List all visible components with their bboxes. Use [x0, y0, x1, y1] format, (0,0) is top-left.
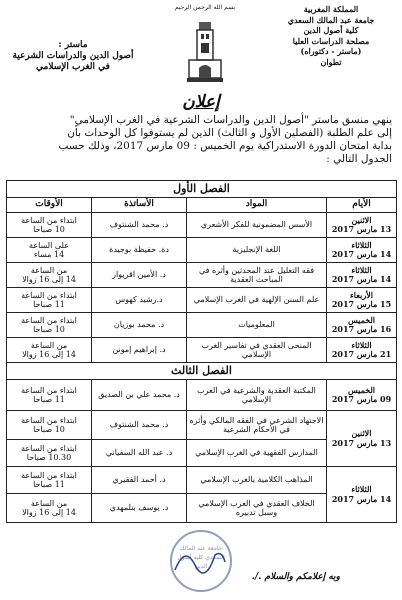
time-value: 10 صباحا: [33, 225, 65, 234]
subject-cell: المذاهب الكلامية بالغرب الإسلامي: [187, 467, 327, 494]
time-line: من الساعة: [30, 340, 68, 350]
table-header-row: [7, 198, 397, 213]
time-line: ابتداء من الساعة: [21, 470, 77, 480]
time-cell: [7, 288, 92, 313]
time-value: 14 إلى 16 زوالا: [22, 350, 76, 359]
subject-cell: المعلوميات: [187, 313, 327, 338]
day-cell: [327, 213, 397, 238]
time-cell: [7, 263, 92, 288]
subject-cell: الخلاف العقدي في الغرب الإسلامي وسبل تدبيره: [187, 494, 327, 523]
professor-cell: د. محمد الشنتوف: [92, 411, 187, 440]
subject-cell: الاجتهاد الشرعي في الفقه المالكي وأثره في الأحكام الشرعية: [187, 411, 327, 440]
professor-cell: د. الأمين اقريوار: [92, 263, 187, 288]
time-cell: [7, 238, 92, 263]
day-cell: [327, 263, 397, 288]
time-line: ابتداء من الساعة: [21, 315, 77, 325]
day-cell: [327, 338, 397, 363]
professor-cell: د.رشيد كهوس: [92, 288, 187, 313]
closing-text: وبه إعلامكم والسلام ./.: [251, 572, 340, 582]
time-line: من الساعة: [30, 498, 68, 508]
day-cell: [327, 238, 397, 263]
time-line: ابتداء من الساعة: [21, 415, 77, 425]
time-value: 14 إلى 16 زوالا: [22, 275, 76, 284]
table-row: [7, 467, 397, 494]
table-row: [7, 288, 397, 313]
header-line: مصلحة الدراسات العليا: [292, 35, 370, 46]
official-stamp: جامعة عبد المالك السعدي كلية أصول الدين: [170, 530, 232, 592]
day-cell: [327, 411, 397, 467]
intro-line: ينهي منسق ماستر "أصول الدين والدراسات الشرعية في الغرب الإسلامي": [69, 114, 392, 126]
day-date: 14 مارس 2017: [331, 274, 392, 284]
header-line: كلية أصول الدين: [303, 25, 359, 35]
time-line: من الساعة: [30, 265, 68, 275]
subject-cell: المكتبة العقدية والشرعية في الغرب الإسلامي: [187, 380, 327, 411]
time-cell: [7, 411, 92, 440]
table-row: [7, 238, 397, 263]
col-header-professors: الأساتذة: [92, 198, 187, 213]
day-date: 15 مارس 2017: [331, 299, 392, 309]
day-date: 16 مارس 2017: [331, 324, 392, 334]
day-date: 13 مارس 2017: [331, 437, 392, 448]
professor-cell: د. محمد علي بن الصديق: [92, 380, 187, 411]
professor-cell: د. عبد الله السفياني: [92, 440, 187, 467]
day-name: الثلاثاء: [351, 484, 372, 494]
header-line: أصول الدين والدراسات الشرعية: [12, 51, 134, 61]
col-header-times: الأوقات: [7, 198, 92, 213]
col-header-subjects: المواد: [187, 198, 327, 213]
day-cell: [327, 380, 397, 411]
time-value: 11 صباحا: [33, 300, 65, 309]
basmala: بسم الله الرحمن الرحيم: [174, 4, 236, 11]
time-value: 14 إلى 16 زوالا: [22, 508, 76, 517]
time-cell: [7, 440, 92, 467]
master-program-header: [8, 40, 138, 73]
header-line: المملكة المغربية: [303, 4, 359, 14]
table-row: [7, 338, 397, 363]
subject-cell: الأسس المضمونية للفكر الأشعري: [187, 213, 327, 238]
col-header-days: الأيام: [327, 198, 397, 213]
announcement-title: إعلان: [182, 92, 220, 112]
day-date: 09 مارس 2017: [331, 394, 392, 404]
time-value: 14 مساء: [33, 250, 65, 259]
day-cell: [327, 313, 397, 338]
professor-cell: د. محمد بوزيان: [92, 313, 187, 338]
header-line: ماستر :: [58, 40, 88, 50]
day-date: 13 مارس 2017: [331, 224, 392, 234]
time-cell: [7, 338, 92, 363]
day-cell: [327, 467, 397, 523]
day-date: 14 مارس 2017: [331, 249, 392, 259]
semester3-title: الفصل الثالث: [7, 363, 397, 380]
semester1-title: الفصل الأول: [7, 181, 397, 198]
time-value: 10 صباحا: [33, 425, 65, 434]
table-row: [7, 411, 397, 440]
semester1-rows: [7, 213, 397, 363]
time-line: على الساعة: [29, 240, 69, 250]
time-value: 11 صباحا: [33, 395, 65, 404]
time-line: ابتداء من الساعة: [21, 443, 77, 453]
table-row: [7, 213, 397, 238]
time-value: 11 صباحا: [33, 480, 65, 489]
time-cell: [7, 213, 92, 238]
subject-cell: فقه التعليل عند المحدثين وأثره في المباحث العقدية: [187, 263, 327, 288]
header-line: في الغرب الإسلامي: [36, 62, 110, 72]
time-line: ابتداء من الساعة: [21, 215, 77, 225]
time-value: 10 صباحا: [33, 325, 65, 334]
time-cell: [7, 380, 92, 411]
professor-cell: د. يوسف بنلمهدي: [92, 494, 187, 523]
time-cell: [7, 467, 92, 494]
professor-cell: دة. حفيظة بوجيدة: [92, 238, 187, 263]
professor-cell: د. محمد الشنتوف: [92, 213, 187, 238]
day-name: الخميس: [347, 314, 376, 325]
time-cell: [7, 494, 92, 523]
table-row: [7, 380, 397, 411]
university-emblem-icon: [185, 18, 225, 88]
subject-cell: المنحى العقدي في تفاسير الغرب الإسلامي: [187, 338, 327, 363]
day-name: الأربعاء: [350, 289, 373, 300]
intro-line: بداية امتحان الدورة الاستدراكية يوم الخميس : 09 مارس 2017، وذلك حسب: [58, 140, 392, 152]
exam-schedule-table: [6, 180, 397, 523]
day-name: الثلاثاء: [351, 339, 372, 350]
table-row: [7, 313, 397, 338]
day-name: الاثنين: [351, 428, 372, 438]
day-date: 21 مارس 2017: [331, 349, 392, 359]
day-name: الاثنين: [351, 214, 372, 225]
subject-cell: اللغة الإنجليزية: [187, 238, 327, 263]
time-line: ابتداء من الساعة: [21, 385, 77, 395]
subject-cell: علم السنن الإلهية في الغرب الإسلامي: [187, 288, 327, 313]
header-line: تطوان: [320, 56, 342, 67]
time-cell: [7, 313, 92, 338]
day-name: الثلاثاء: [351, 264, 372, 275]
subject-cell: المدارس الفقهية في الغرب الإسلامي: [187, 440, 327, 467]
intro-line: الجدول التالي :: [326, 153, 392, 165]
intro-line: إلى علم الطلبة (الفصلين الأول و الثالث) الذين لم يستوفوا كل الوحدات بأن: [67, 127, 392, 139]
time-value: 10.30 صباحا: [26, 453, 72, 462]
professor-cell: د. أحمد الفقيري: [92, 467, 187, 494]
day-date: 14 مارس 2017: [331, 493, 392, 504]
header-line: جامعة عبد المالك السعدي: [287, 14, 375, 25]
day-name: الثلاثاء: [351, 239, 372, 250]
time-line: ابتداء من الساعة: [21, 290, 77, 300]
announcement-intro: [14, 114, 392, 166]
table-row: [7, 263, 397, 288]
professor-cell: د. إبراهيم إمونن: [92, 338, 187, 363]
day-cell: [327, 288, 397, 313]
day-name: الخميس: [347, 384, 376, 395]
institution-header: [266, 4, 396, 67]
header-line: (ماستر - دكتوراه): [300, 46, 362, 56]
